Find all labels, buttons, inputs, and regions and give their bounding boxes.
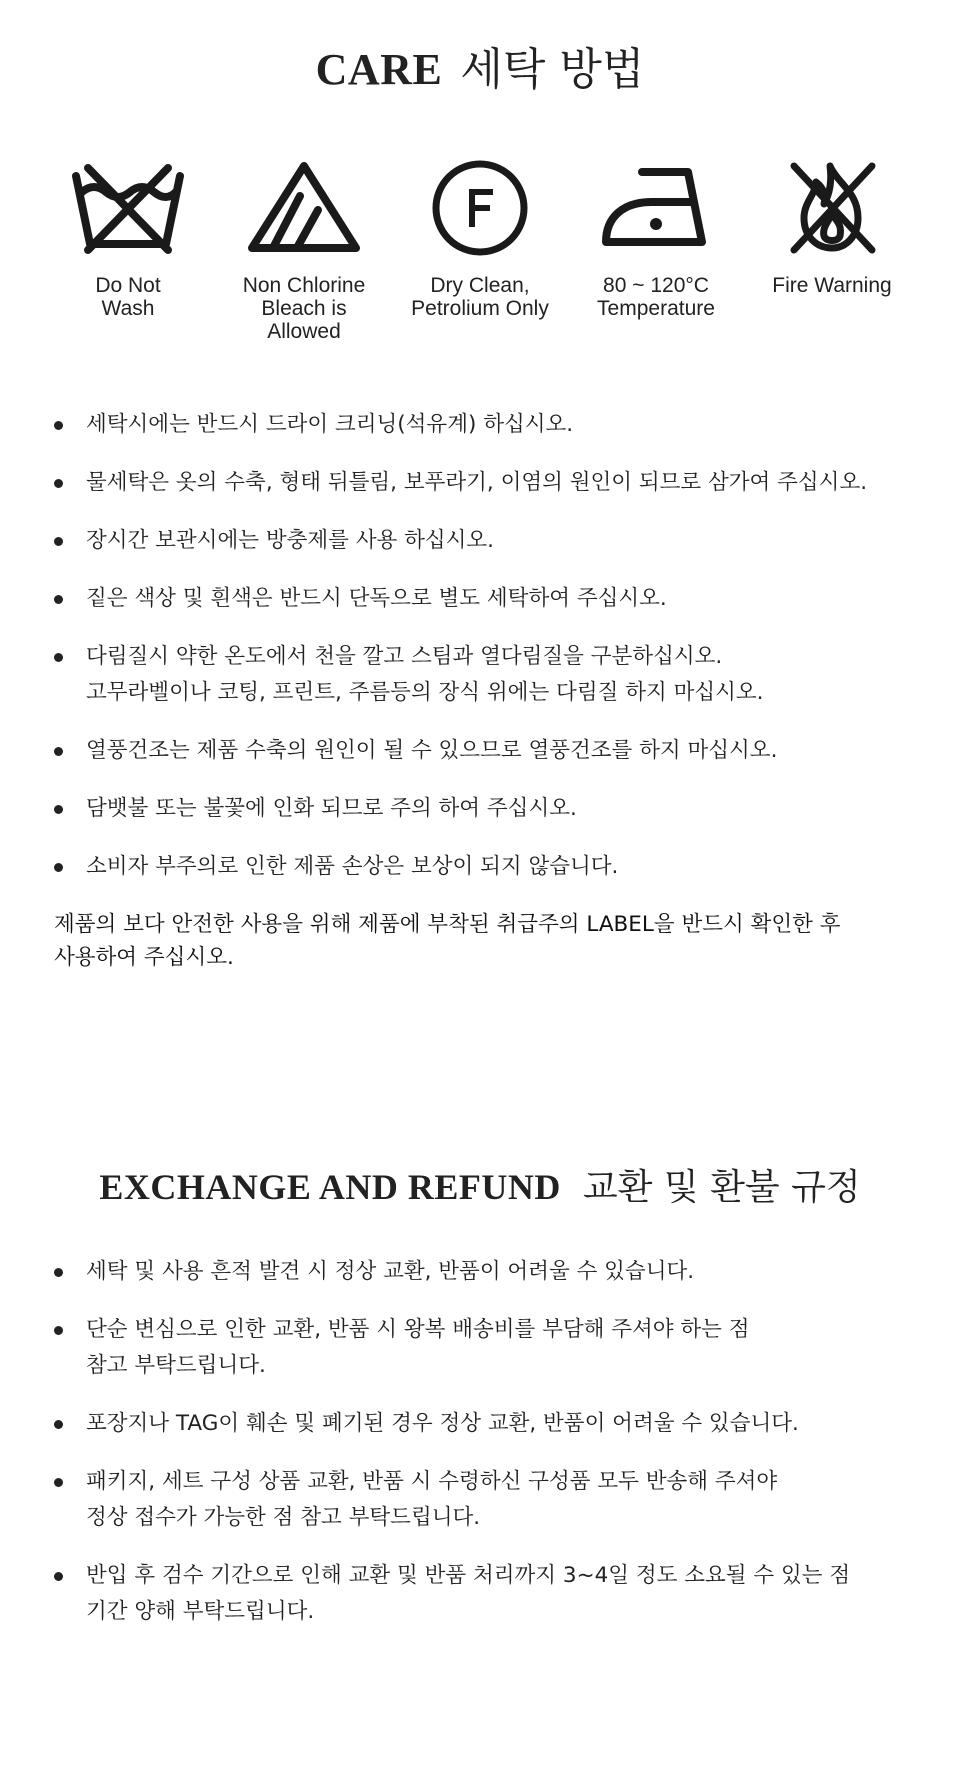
care-label-notice (54, 908, 914, 974)
list-item (0, 407, 960, 443)
list-item-text-continued: 참고 부탁드립니다. (86, 1353, 266, 1378)
list-item (0, 523, 960, 559)
care-symbol-no-wash (40, 158, 216, 320)
list-item-text: 짙은 색상 및 흰색은 반드시 단독으로 별도 세탁하여 주십시오. (86, 586, 667, 611)
list-item (0, 733, 960, 769)
care-title-korean: 세탁 방법 (460, 44, 645, 95)
iron-label: 80 ~ 120°C Temperature (597, 274, 715, 320)
list-item (0, 791, 960, 827)
list-item-text-continued: 고무라벨이나 코팅, 프린트, 주름등의 장식 위에는 다림질 하지 마십시오. (86, 680, 764, 705)
no-wash-icon (68, 158, 188, 258)
care-symbol-fire-warning (744, 158, 920, 297)
list-item-text: 세탁 및 사용 흔적 발견 시 정상 교환, 반품이 어려울 수 있습니다. (86, 1259, 695, 1284)
dry-clean-label: Dry Clean, Petrolium Only (411, 274, 549, 320)
care-symbols-row (40, 158, 920, 348)
list-item-text: 단순 변심으로 인한 교환, 반품 시 왕복 배송비를 부담해 주셔야 하는 점 (86, 1317, 750, 1342)
list-item (0, 849, 960, 885)
list-item (0, 581, 960, 617)
notice-text: 제품의 보다 안전한 사용을 위해 제품에 부착된 취급주의 LABEL을 반드시 확인한 후 (54, 912, 841, 937)
list-item-text: 패키지, 세트 구성 상품 교환, 반품 시 수령하신 구성품 모두 반송해 주셔야 (86, 1469, 778, 1494)
list-item (0, 1406, 960, 1442)
care-symbol-iron (568, 158, 744, 320)
notice-text-continued: 사용하여 주십시오. (54, 945, 234, 970)
list-item-text: 세탁시에는 반드시 드라이 크리닝(석유계) 하십시오. (86, 412, 574, 437)
dry-clean-f-icon (420, 158, 540, 258)
list-item (0, 1558, 960, 1630)
care-symbol-dry-clean (392, 158, 568, 320)
list-item-text: 장시간 보관시에는 방충제를 사용 하십시오. (86, 528, 495, 553)
no-wash-label: Do Not Wash (95, 274, 161, 320)
list-item (0, 1254, 960, 1290)
fire-warning-label: Fire Warning (772, 274, 892, 297)
list-item-text-continued: 정상 접수가 가능한 점 참고 부탁드립니다. (86, 1505, 481, 1530)
exchange-title-korean: 교환 및 환불 규정 (582, 1167, 861, 1208)
exchange-section-title (0, 1162, 960, 1213)
list-item-text: 담뱃불 또는 불꽃에 인화 되므로 주의 하여 주십시오. (86, 796, 577, 821)
list-item-text-continued: 기간 양해 부탁드립니다. (86, 1599, 315, 1624)
list-item (0, 465, 960, 501)
non-chlorine-bleach-label: Non Chlorine Bleach is Allowed (242, 274, 366, 343)
care-symbol-non-chlorine-bleach (216, 158, 392, 343)
list-item-text: 다림질시 약한 온도에서 천을 깔고 스팀과 열다림질을 구분하십시오. (86, 644, 723, 669)
care-instructions-list (0, 407, 960, 907)
list-item-text: 소비자 부주의로 인한 제품 손상은 보상이 되지 않습니다. (86, 854, 619, 879)
list-item-text: 포장지나 TAG이 훼손 및 폐기된 경우 정상 교환, 반품이 어려울 수 있습니다. (86, 1411, 799, 1436)
list-item-text: 열풍건조는 제품 수축의 원인이 될 수 있으므로 열풍건조를 하지 마십시오. (86, 738, 778, 763)
fire-warning-icon (772, 158, 892, 258)
list-item (0, 639, 960, 711)
exchange-policy-list (0, 1254, 960, 1652)
non-chlorine-bleach-icon (244, 158, 364, 258)
iron-medium-icon (596, 158, 716, 258)
list-item-text: 물세탁은 옷의 수축, 형태 뒤틀림, 보푸라기, 이염의 원인이 되므로 삼가여 주십시오. (86, 470, 868, 495)
list-item (0, 1312, 960, 1384)
exchange-title-english: EXCHANGE AND REFUND (99, 1167, 561, 1207)
list-item-text: 반입 후 검수 기간으로 인해 교환 및 반품 처리까지 3~4일 정도 소요될 수 있는 점 (86, 1563, 851, 1588)
list-item (0, 1464, 960, 1536)
care-title-english: CARE (315, 45, 443, 94)
care-section-title (0, 42, 960, 98)
